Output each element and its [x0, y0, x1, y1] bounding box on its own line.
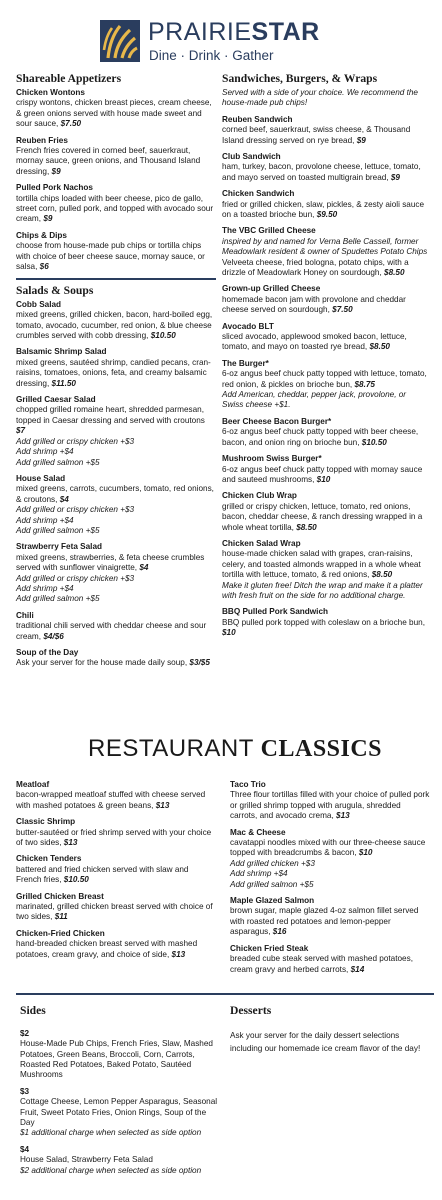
item-description: ham, turkey, bacon, provolone cheese, lettuce, tomato, and mayo served on toasted multigrain bread, [222, 162, 421, 182]
item-description: sliced avocado, applewood smoked bacon, lettuce, tomato, and mayo on toasted rye bread, [222, 332, 407, 352]
item-price: $10.50 [150, 331, 176, 341]
item-addon: Add grilled salmon +$5 [16, 525, 100, 535]
section-title: Sides [20, 1004, 46, 1017]
item-addon: Add shrimp +$4 [16, 515, 74, 525]
item-name: Pulled Pork Nachos [16, 183, 93, 193]
item-price: $10 [316, 474, 331, 484]
item-description: choose from house-made pub chips or tortilla chips with choice of beer cheese sauce, mornay sauce, or salsa, [16, 241, 205, 271]
item-description: mixed greens, carrots, cucumbers, tomato, red onions, & croutons, [16, 484, 214, 504]
item-addon: Add shrimp +$4 [16, 583, 74, 593]
menu-item [222, 359, 428, 411]
menu-item [222, 226, 428, 278]
item-description: grilled or crispy chicken, lettuce, tomato, red onions, bacon, cheddar cheese, & ranch dressing wrapped in a whole wheat tortilla, [222, 501, 423, 532]
item-price: $4 [139, 563, 149, 573]
item-addon: Add shrimp +$4 [230, 869, 288, 879]
classics-left-column [16, 780, 216, 966]
item-name: House Salad [16, 473, 66, 483]
item-description: chopped grilled romaine heart, shredded parmesan, topped in Caesar dressing and served with croutons [16, 405, 205, 425]
item-description: battered and fried chicken served with slaw and French fries, [16, 864, 189, 885]
menu-item [222, 454, 428, 485]
item-note: Make it gluten free! Ditch the wrap and make it a platter with fresh fruit on the side for no additional charge. [222, 580, 423, 600]
menu-item [16, 542, 216, 604]
menu-item [222, 152, 428, 183]
menu-item [16, 347, 216, 389]
item-name: Grilled Chicken Breast [16, 891, 104, 901]
item-addon: Add grilled salmon +$5 [230, 879, 314, 889]
item-description: 6-oz angus beef chuck patty topped with lettuce, tomato, red onion, & pickles on brioche bun, [222, 369, 427, 389]
item-price: $13 [63, 838, 78, 848]
menu-item [16, 300, 216, 342]
side-tier-note: $2 additional charge when selected as side option [20, 1165, 202, 1175]
item-price: $7.50 [60, 119, 82, 129]
menu-item [222, 284, 428, 315]
menu-item [16, 817, 216, 848]
menu-item [222, 189, 428, 220]
side-tier-price: $3 [20, 1086, 30, 1096]
menu-item [230, 780, 430, 822]
item-price: $7.50 [332, 305, 353, 315]
menu-item [222, 539, 428, 601]
section-title: Shareable Appetizers [16, 72, 122, 85]
section-subtitle: Served with a side of your choice. We recommend the house-made pub chips! [222, 87, 418, 108]
side-tier-items: House-Made Pub Chips, French Fries, Slaw, Mashed Potatoes, Green Beans, Broccoli, Corn, Carrots, Roasted Red Potatoes, Baked Potato, Sautéed Mushrooms [20, 1039, 213, 1080]
item-price: $3/$5 [189, 658, 210, 668]
menu-item [16, 88, 216, 130]
item-description: crispy wontons, chicken breast pieces, cream cheese, & green onions served with house made sweet and sour sauce, [16, 98, 212, 129]
side-tier [20, 1087, 220, 1139]
item-name: Taco Trio [230, 780, 266, 789]
item-addon: Add grilled salmon +$5 [16, 594, 100, 604]
item-description: mixed greens, grilled chicken, bacon, hard-boiled egg, tomato, avocado, cucumber, red onion, & blue cheese crumbles served with cobb dressing, [16, 310, 213, 341]
item-addon: Add grilled chicken +$3 [230, 858, 315, 868]
item-price: $13 [171, 949, 186, 959]
brand-tagline: Dine · Drink · Gather [149, 48, 274, 63]
brand-name: PRAIRIESTAR [148, 18, 320, 46]
item-price: $10 [222, 628, 236, 638]
item-addon: Add grilled or crispy chicken +$3 [16, 573, 135, 583]
item-name: Chicken-Fried Chicken [16, 928, 105, 938]
item-price: $10.50 [361, 437, 387, 447]
sides-list [20, 1029, 220, 1176]
item-name: Avocado BLT [222, 321, 274, 331]
item-price: $9 [43, 214, 53, 224]
item-addon: Add grilled salmon +$5 [16, 457, 100, 467]
item-description: bacon-wrapped meatloaf stuffed with cheese served with mashed potatoes & green beans, [16, 790, 206, 810]
item-description: house-made chicken salad with grapes, cran-raisins, celery, and toasted almonds wrapped in a whole wheat tortilla with lettuce, tomato, & red onions, [222, 549, 421, 580]
item-description: Ask your server for the house made daily soup, [16, 658, 188, 668]
classics-right-column [230, 780, 430, 981]
item-price: $14 [350, 964, 365, 974]
item-price: $4 [59, 494, 69, 504]
menu-item [16, 929, 216, 960]
item-price: $13 [336, 811, 350, 821]
item-name: Chicken Wontons [16, 87, 85, 97]
sandwiches-list [222, 115, 428, 639]
item-price: $9 [390, 172, 400, 182]
menu-item [16, 611, 216, 642]
menu-item [16, 854, 216, 885]
side-tier-price: $2 [20, 1028, 30, 1038]
item-name: Chicken Sandwich [222, 189, 295, 199]
item-price: $9 [51, 166, 61, 176]
menu-item [222, 491, 428, 533]
side-tier-items: Cottage Cheese, Lemon Pepper Asparagus, Seasonal Fruit, Sweet Potato Fries, Onion Rings, Soup of the Day [20, 1097, 218, 1127]
item-name: Beer Cheese Bacon Burger* [222, 416, 332, 426]
item-price: $9 [356, 135, 366, 145]
item-credit: inspired by and named for Verna Belle Cassell, former Meadowlark resident & owner of Spudettes Potato Chips [222, 236, 428, 257]
item-description: fried or grilled chicken, slaw, pickles, & zesty aioli sauce on a toasted brioche bun, [222, 199, 425, 219]
menu-item [16, 780, 216, 811]
menu-item [16, 136, 216, 178]
section-title: Salads & Soups [16, 283, 94, 297]
item-addon: Add grilled or crispy chicken +$3 [16, 436, 135, 446]
item-price: $10.50 [63, 875, 89, 885]
header [0, 8, 442, 64]
item-description: butter-sautéed or fried shrimp served with your choice of two sides, [16, 827, 212, 848]
item-description: 6-oz angus beef chuck patty topped with beer cheese, bacon, and onion ring on brioche bun, [222, 427, 419, 447]
item-name: Grilled Caesar Salad [16, 395, 96, 405]
section-divider [16, 993, 434, 995]
item-description: tortilla chips loaded with beer cheese, pico de gallo, street corn, pulled pork, and topped with avocado sour cream, [16, 193, 214, 224]
section-title: Desserts [230, 1004, 272, 1017]
item-description: brown sugar, maple glazed 4-oz salmon fillet served with roasted red potatoes and lemon-pepper asparagus, [230, 906, 419, 937]
menu-item [222, 417, 428, 448]
item-description: homemade bacon jam with provolone and cheddar cheese served on sourdough, [222, 294, 406, 315]
item-price: $11.50 [51, 378, 76, 388]
salads-section [16, 284, 216, 669]
item-name: The VBC Grilled Cheese [222, 226, 316, 236]
menu-item [222, 322, 428, 353]
item-name: Chips & Dips [16, 230, 67, 240]
item-note: Add American, cheddar, pepper jack, provolone, or Swiss cheese +$1. [222, 390, 407, 410]
item-name: Reuben Fries [16, 135, 68, 145]
item-price: $8.50 [384, 268, 405, 277]
item-description: Velveeta cheese, fried bologna, potato chips, with a drizzle of Meadowlark Honey on sourdough, [222, 257, 409, 277]
item-description: breaded cube steak served with mashed potatoes, cream gravy and herbed carrots, [230, 954, 413, 974]
item-name: Meatloaf [16, 780, 50, 789]
item-description: mixed greens, sautéed shrimp, candied pecans, cran-raisins, tomatoes, onions, feta, and creamy balsamic dressing, [16, 357, 211, 388]
item-name: Soup of the Day [16, 648, 79, 657]
item-price: $9.50 [316, 209, 338, 219]
item-description: marinated, grilled chicken breast served with choice of two sides, [16, 902, 213, 922]
item-description: 6-oz angus beef chuck patty topped with mornay sauce and sauteed mushrooms, [222, 464, 423, 484]
item-price: $7 [16, 426, 26, 436]
wheat-logo-icon [100, 20, 140, 62]
salads-list [16, 300, 216, 669]
left-column [16, 72, 216, 675]
right-column [222, 72, 428, 645]
desserts-section [230, 1004, 430, 1055]
classics-title: RESTAURANT CLASSICS [88, 735, 383, 762]
item-price: $8.50 [371, 570, 393, 580]
item-description: corned beef, sauerkraut, swiss cheese, & Thousand Island dressing served on rye bread, [222, 125, 411, 145]
item-price: $6 [39, 262, 49, 271]
item-price: $16 [272, 927, 287, 937]
menu-item [16, 474, 216, 536]
item-price: $10 [358, 848, 373, 858]
item-name: The Burger* [222, 358, 269, 368]
item-addon: Add grilled or crispy chicken +$3 [16, 505, 135, 515]
side-tier [20, 1145, 220, 1176]
menu-item [230, 828, 430, 890]
sides-section [20, 1004, 220, 1182]
item-name: Cobb Salad [16, 299, 62, 309]
item-description: hand-breaded chicken breast served with mashed potatoes, cream gravy, and choice of side, [16, 939, 198, 959]
item-description: French fries covered in corned beef, sauerkraut, mornay sauce, green onions, and Thousand Island dressing, [16, 145, 201, 176]
item-price: $4/$6 [43, 631, 64, 641]
shareables-list [16, 88, 216, 273]
item-name: Reuben Sandwich [222, 114, 293, 124]
menu-item [16, 395, 216, 468]
section-title: Sandwiches, Burgers, & Wraps [222, 72, 378, 85]
item-name: Club Sandwich [222, 151, 281, 161]
item-name: Chicken Fried Steak [230, 943, 309, 953]
menu-item [16, 183, 216, 225]
side-tier-price: $4 [20, 1144, 30, 1154]
menu-item [16, 648, 216, 669]
side-tier [20, 1029, 220, 1081]
item-name: Chicken Tenders [16, 854, 82, 864]
item-name: Chili [16, 610, 34, 620]
item-addon: Add shrimp +$4 [16, 447, 74, 457]
section-divider [16, 278, 216, 280]
item-description: Three flour tortillas filled with your choice of pulled pork or grilled shrimp topped with arugula, shredded carrots, and avocado crema, [230, 790, 430, 821]
item-name: Chicken Club Wrap [222, 491, 297, 501]
side-tier-items: House Salad, Strawberry Feta Salad [20, 1155, 153, 1165]
item-description: traditional chili served with cheddar cheese and sour cream, [16, 621, 207, 641]
item-description: BBQ pulled pork topped with coleslaw on a brioche bun, [222, 617, 425, 627]
menu-item [222, 115, 428, 146]
item-name: Maple Glazed Salmon [230, 896, 315, 906]
item-name: Chicken Salad Wrap [222, 538, 301, 548]
item-description: cavatappi noodles mixed with our three-cheese sauce topped with breadcrumbs & bacon, [230, 838, 426, 858]
desserts-text: Ask your server for the daily dessert selections including our homemade ice cream flavor of the day! [230, 1030, 421, 1053]
item-name: Mushroom Swiss Burger* [222, 454, 322, 464]
item-name: Mac & Cheese [230, 827, 286, 837]
item-price: $13 [155, 800, 170, 810]
item-price: $8.75 [354, 379, 375, 389]
item-name: Grown-up Grilled Cheese [222, 284, 321, 294]
item-price: $11 [54, 912, 68, 922]
menu-item [230, 896, 430, 938]
side-tier-note: $1 additional charge when selected as side option [20, 1128, 202, 1138]
shareables-section [16, 72, 216, 272]
item-name: BBQ Pulled Pork Sandwich [222, 607, 329, 617]
menu-item [16, 892, 216, 923]
item-price: $8.50 [369, 342, 390, 352]
menu-item [222, 607, 428, 638]
menu-item [230, 944, 430, 975]
item-name: Strawberry Feta Salad [16, 542, 103, 552]
item-price: $8.50 [296, 522, 317, 532]
item-name: Classic Shrimp [16, 817, 76, 827]
item-name: Balsamic Shrimp Salad [16, 347, 107, 357]
menu-item [16, 231, 216, 273]
item-description: mixed greens, strawberries, & feta cheese crumbles served with sunflower vinaigrette, [16, 552, 205, 573]
